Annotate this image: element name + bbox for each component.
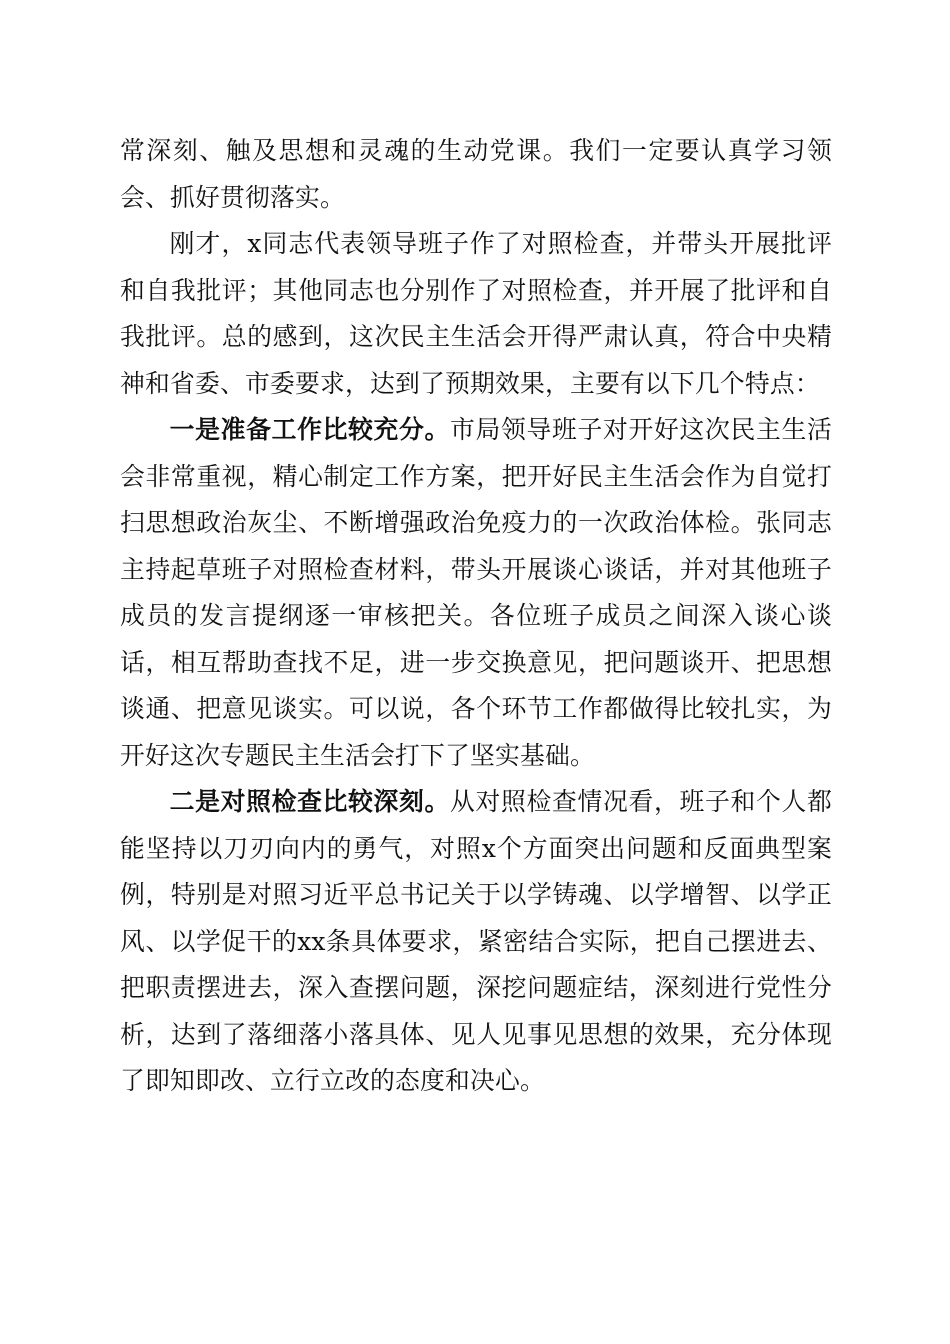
- document-page: [120, 128, 832, 1105]
- paragraph-4-text: 从对照检查情况看，班子和个人都能坚持以刀刃向内的勇气，对照x个方面突出问题和反面典型案例，特别是对照习近平总书记关于以学铸魂、以学增智、以学正风、以学促干的xx条具体要求，紧密结合实际，把自己摆进去、把职责摆进去，深入查摆问题，深挖问题症结，深刻进行党性分析，达到了落细落小落具体、见人见事见思想的效果，充分体现了即知即改、立行立改的态度和决心。: [120, 787, 832, 1095]
- paragraph-1-text: 常深刻、触及思想和灵魂的生动党课。我们一定要认真学习领会、抓好贯彻落实。: [120, 136, 832, 212]
- paragraph-3-lead: 一是准备工作比较充分。: [169, 415, 451, 444]
- paragraph-3-text: 市局领导班子对开好这次民主生活会非常重视，精心制定工作方案，把开好民主生活会作为自觉打扫思想政治灰尘、不断增强政治免疫力的一次政治体检。张同志主持起草班子对照检查材料，带头开展谈心谈话，并对其他班子成员的发言提纲逐一审核把关。各位班子成员之间深入谈心谈话，相互帮助查找不足，进一步交换意见，把问题谈开、把思想谈通、把意见谈实。可以说，各个环节工作都做得比较扎实，为开好这次专题民主生活会打下了坚实基础。: [120, 415, 832, 770]
- paragraph-4-lead: 二是对照检查比较深刻。: [169, 787, 451, 816]
- paragraph-2-text: 刚才，x同志代表领导班子作了对照检查，并带头开展批评和自我批评；其他同志也分别作了对照检查，并开展了批评和自我批评。总的感到，这次民主生活会开得严肃认真，符合中央精神和省委、市委要求，达到了预期效果，主要有以下几个特点：: [120, 229, 832, 398]
- paragraph-summary: [120, 221, 832, 407]
- paragraph-continuation: [120, 128, 832, 221]
- paragraph-point-two: [120, 779, 832, 1105]
- paragraph-point-one: [120, 407, 832, 779]
